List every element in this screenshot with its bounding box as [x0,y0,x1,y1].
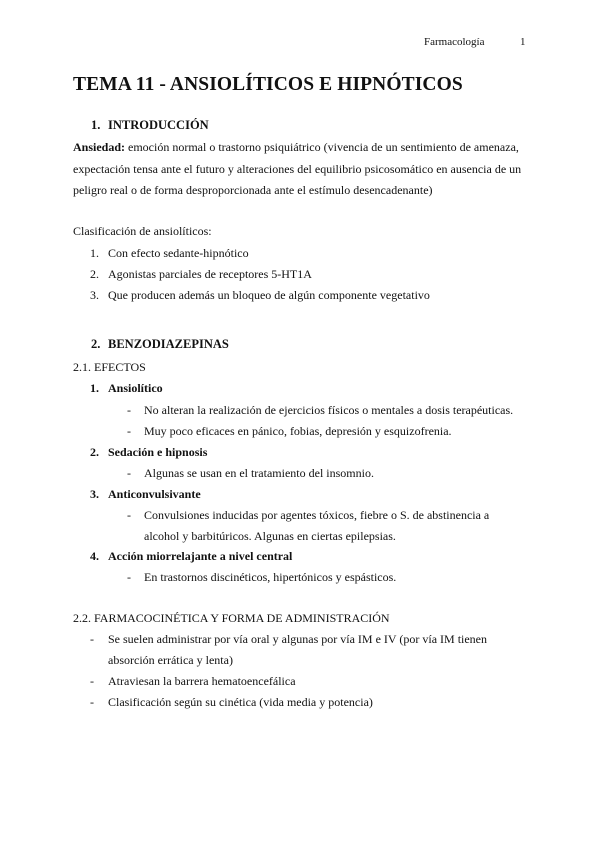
effect-title: Ansiolítico [108,381,163,395]
bullet-text: Se suelen administrar por vía oral y algunas por vía IM e IV (por vía IM tienen [108,632,488,646]
page-title: TEMA 11 - ANSIOLÍTICOS E HIPNÓTICOS [73,74,463,95]
effect-title: Sedación e hipnosis [108,445,208,459]
effect-title: Acción miorrelajante a nivel central [108,549,293,563]
list-item-number: 3. [90,288,99,302]
classification-intro: Clasificación de ansiolíticos: [73,224,212,238]
effect-number: 4. [90,549,99,563]
effect-number: 2. [90,445,99,459]
bullet-text: Atraviesan la barrera hematoencefálica [108,674,296,688]
bullet-dash: - [127,466,131,480]
bullet-text: Muy poco eficaces en pánico, fobias, depresión y esquizofrenia. [144,424,452,438]
header-subject: Farmacología [424,36,485,48]
definition-text: emoción normal o trastorno psiquiátrico (vivencia de un sentimiento de amenaza, [128,140,519,154]
section-heading-introduccion: INTRODUCCIÓN [108,118,209,132]
subsection-heading-farmacocinetica: 2.2. FARMACOCINÉTICA Y FORMA DE ADMINISTRACIÓN [73,611,390,625]
bullet-dash: - [90,674,94,688]
bullet-text: No alteran la realización de ejercicios físicos o mentales a dosis terapéuticas. [144,403,514,417]
bullet-dash: - [90,695,94,709]
page-number: 1 [520,36,526,48]
bullet-dash: - [127,424,131,438]
definition-line [73,140,519,155]
effect-number: 1. [90,381,99,395]
bullet-text: Convulsiones inducidas por agentes tóxicos, fiebre o S. de abstinencia a [144,508,490,522]
section-heading-benzodiazepinas: BENZODIAZEPINAS [108,337,229,351]
section-number: 1. [91,118,101,132]
bullet-dash: - [90,632,94,646]
bullet-dash: - [127,403,131,417]
list-item: Que producen además un bloqueo de algún componente vegetativo [108,288,430,302]
list-item: Agonistas parciales de receptores 5-HT1A [108,267,312,281]
bullet-dash: - [127,570,131,584]
bullet-dash: - [127,508,131,522]
bullet-text: Algunas se usan en el tratamiento del insomnio. [144,466,374,480]
bullet-text: absorción errática y lenta) [108,653,233,667]
bullet-text: Clasificación según su cinética (vida media y potencia) [108,695,373,709]
list-item: Con efecto sedante-hipnótico [108,246,249,260]
subsection-heading-efectos: 2.1. EFECTOS [73,360,146,374]
definition-text: expectación tensa ante el futuro y alteraciones del equilibrio psicosomático en ausencia de un [73,162,522,176]
effect-title: Anticonvulsivante [108,487,201,501]
list-item-number: 2. [90,267,99,281]
list-item-number: 1. [90,246,99,260]
definition-term: Ansiedad: [73,140,126,154]
bullet-text: En trastornos discinéticos, hipertónicos y espásticos. [144,570,397,584]
definition-text: peligro real o de forma desproporcionada ante el estímulo desencadenante) [73,183,433,197]
effect-number: 3. [90,487,99,501]
section-number: 2. [91,337,101,351]
bullet-text: alcohol y barbitúricos. Algunas en ciertas epilepsias. [144,529,396,543]
